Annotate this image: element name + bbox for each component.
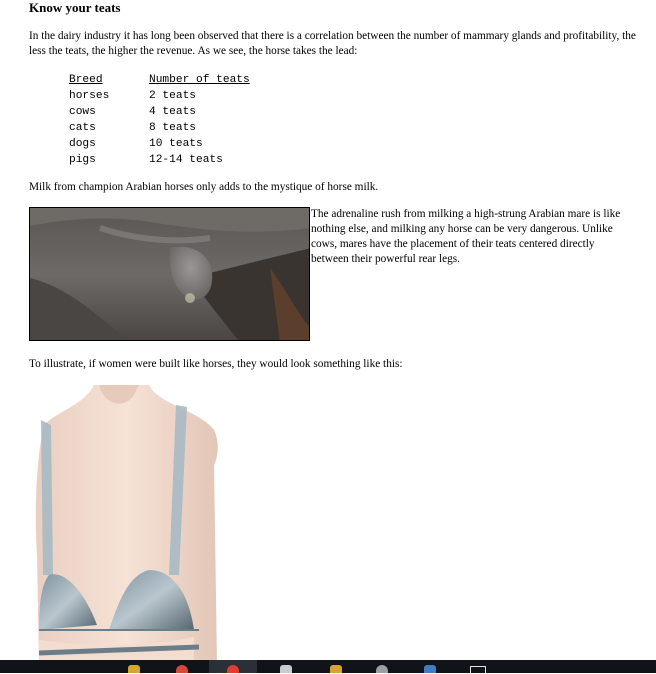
breed-cell: cats bbox=[69, 122, 96, 134]
windows-taskbar bbox=[0, 660, 656, 673]
column-header-breed: Breed bbox=[69, 74, 103, 86]
table-row bbox=[69, 136, 250, 152]
app-icon[interactable] bbox=[330, 665, 342, 673]
table-row bbox=[69, 104, 250, 120]
milk-paragraph: Milk from champion Arabian horses only adds to the mystique of horse milk. bbox=[29, 181, 379, 193]
table-row bbox=[69, 152, 250, 168]
teats-cell: 4 teats bbox=[149, 106, 196, 118]
adrenaline-paragraph: The adrenaline rush from milking a high-strung Arabian mare is like nothing else, and milking any horse can be very dangerous. Unlike cows, mares have the placement of their teats centered directly between their powerful rear legs. bbox=[311, 208, 621, 265]
torso-illustration-photo bbox=[29, 385, 227, 663]
breed-cell: pigs bbox=[69, 154, 96, 166]
column-header-teats: Number of teats bbox=[149, 74, 250, 86]
breed-cell: dogs bbox=[69, 138, 96, 150]
teat-count-table bbox=[69, 72, 250, 168]
app-icon[interactable] bbox=[176, 665, 188, 673]
horse-udder-image bbox=[30, 208, 310, 341]
table-row bbox=[69, 120, 250, 136]
table-row bbox=[69, 88, 250, 104]
teats-cell: 12-14 teats bbox=[149, 154, 223, 166]
app-icon[interactable] bbox=[280, 665, 292, 673]
torso-image bbox=[29, 385, 227, 663]
app-icon[interactable] bbox=[376, 665, 388, 673]
teats-cell: 8 teats bbox=[149, 122, 196, 134]
page-title: Know your teats bbox=[29, 0, 121, 15]
teats-cell: 2 teats bbox=[149, 90, 196, 102]
app-icon[interactable] bbox=[128, 665, 140, 673]
horse-udder-photo bbox=[29, 207, 310, 341]
intro-paragraph: In the dairy industry it has long been observed that there is a correlation between the number of mammary glands and profitability, the less the teats, the higher the revenue. As we see, the horse takes the lead: bbox=[29, 30, 636, 57]
app-icon[interactable] bbox=[424, 665, 436, 673]
teats-cell: 10 teats bbox=[149, 138, 203, 150]
illustrate-paragraph: To illustrate, if women were built like horses, they would look something like this: bbox=[29, 358, 403, 370]
table-header-row bbox=[69, 72, 250, 88]
chrome-icon[interactable] bbox=[227, 665, 239, 673]
breed-cell: horses bbox=[69, 90, 110, 102]
breed-cell: cows bbox=[69, 106, 96, 118]
